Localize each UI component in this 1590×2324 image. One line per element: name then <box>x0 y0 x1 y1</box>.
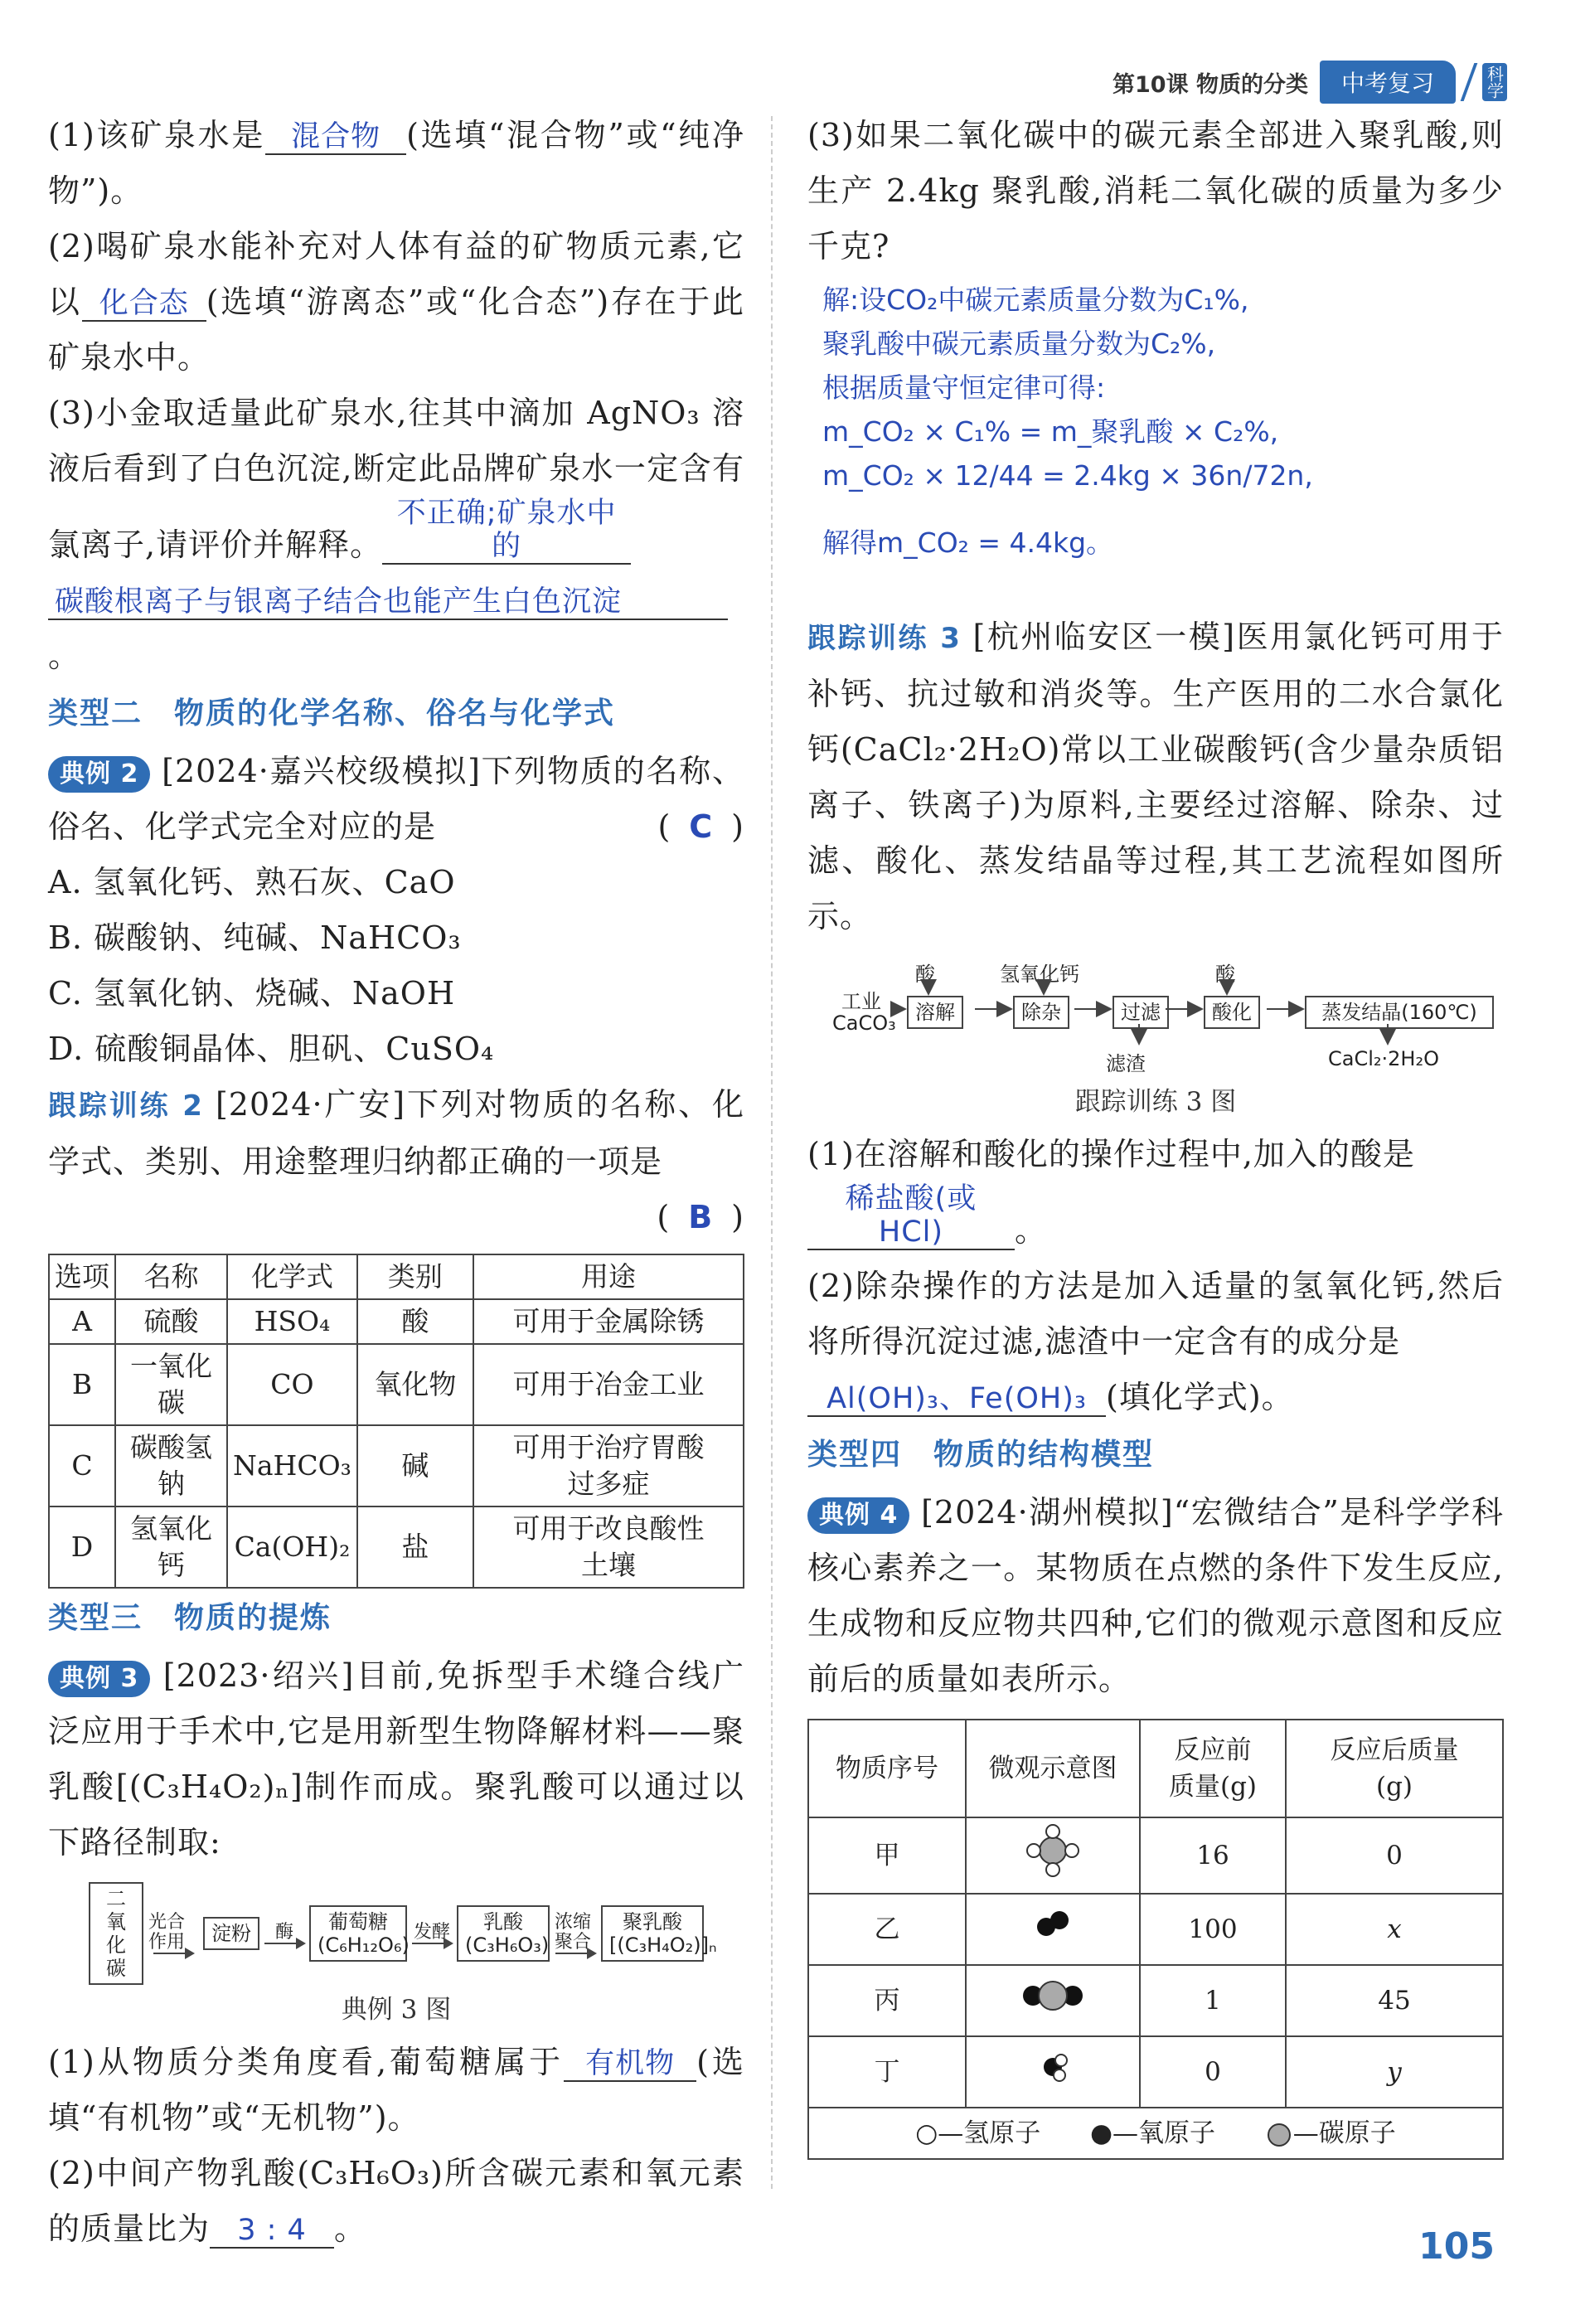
example-4: 典例 4 [2024·湖州模拟]“宏微结合”是科学学科核心素养之一。某物质在点燃的条件下发生反应,生成物和反应物共四种,它们的微观示意图和反应前后的质量如表所示。 <box>807 1494 1504 1697</box>
flow-input-label: 酸 <box>1215 963 1235 986</box>
section-heading-2: 类型二 物质的化学名称、俗名与化学式 <box>48 696 616 730</box>
flow-output-label: 滤渣 <box>1106 1052 1146 1075</box>
answer-blank[interactable]: 不正确;矿泉水中的 <box>382 497 631 565</box>
solution-line: 聚乳酸中碳元素质量分数为C₂%, <box>822 327 1216 360</box>
figure-caption: 典例 3 图 <box>341 1995 452 2025</box>
legend-carbon: —碳原子 <box>1292 2118 1396 2148</box>
molecule-diagram <box>966 2036 1140 2108</box>
section-heading-4: 类型四 物质的结构模型 <box>807 1438 1155 1472</box>
answer-blank[interactable]: 稀盐酸(或HCl) <box>807 1182 1015 1250</box>
answer-blank[interactable]: Al(OH)₃、Fe(OH)₃ <box>807 1382 1106 1417</box>
subject-tag: 科学 <box>1482 63 1507 101</box>
flow-box: 过滤 <box>1113 996 1169 1029</box>
table-row: B 一氧化碳 CO 氧化物 可用于冶金工业 <box>49 1344 744 1425</box>
flow-box: 酸化 <box>1204 996 1260 1029</box>
molecule-methane-icon <box>1020 1822 1086 1880</box>
page-number: 105 <box>1418 2225 1495 2268</box>
left-column <box>48 108 744 2257</box>
option-b: B. 碳酸钠、纯碱、NaHCO₃ <box>48 919 462 956</box>
example-3: 典例 3 [2023·绍兴]目前,免拆型手术缝合线广泛应用于手术中,它是用新型生物降解材料——聚乳酸[(C₃H₄O₂)ₙ]制作而成。聚乳酸可以通过以下路径制取: <box>48 1657 744 1861</box>
question-1: (1)该矿泉水是 混合物 (选填“混合物”或“纯净物”)。 <box>48 117 745 209</box>
question-3: (3)小金取适量此矿泉水,往其中滴加 AgNO₃ 溶液后看到了白色沉淀,断定此品牌矿泉水一定含有氯离子,请评价并解释。不正确;矿泉水中的 碳酸根离子与银离子结合也能产生白色沉淀。 <box>48 395 744 674</box>
synthesis-flow-diagram <box>48 1882 744 1985</box>
table-row: C 碳酸氢钠 NaHCO₃ 碱 可用于治疗胃酸过多症 <box>49 1425 744 1506</box>
lesson-title: 第10课 物质的分类 <box>1113 71 1308 98</box>
example-2: 典例 2 [2024·嘉兴校级模拟]下列物质的名称、俗名、化学式完全对应的是 ( C ) <box>48 753 744 845</box>
section-heading-3: 类型三 物质的提炼 <box>48 1601 332 1635</box>
answer-blank[interactable]: 混合物 <box>265 120 406 155</box>
answer-blank[interactable]: 有机物 <box>564 2047 696 2082</box>
legend-oxygen: ●—氧原子 <box>1090 2118 1216 2148</box>
process-flow-diagram <box>807 953 1504 1077</box>
tracking-3-q2: (2)除杂操作的方法是加入适量的氢氧化钙,然后将所得沉淀过滤,滤渣中一定含有的成分是 Al(OH)₃、Fe(OH)₃ (填化学式)。 <box>807 1268 1504 1415</box>
flow-input-label: 氢氧化钙 <box>1000 963 1079 986</box>
tracking-2-answer: ( B ) <box>657 1199 744 1235</box>
flow-arrow: 酶 <box>264 1923 304 1944</box>
tracking-3-q1: (1)在溶解和酸化的操作过程中,加入的酸是 稀盐酸(或HCl) 。 <box>807 1136 1415 1249</box>
solution-line: 根据质量守恒定律可得: <box>822 371 1106 404</box>
flow-box: 溶解 <box>907 996 963 1029</box>
molecule-diagram <box>966 1817 1140 1894</box>
molecule-oxygen-icon <box>1020 1904 1086 1945</box>
flow-product-label: CaCl₂·2H₂O <box>1328 1047 1439 1070</box>
review-tag: 中考复习 <box>1320 61 1456 104</box>
table-row: A 硫酸 HSO₄ 酸 可用于金属除锈 <box>49 1299 744 1344</box>
flow-box: 聚乳酸[(C₃H₄O₂)]ₙ <box>601 1905 704 1962</box>
molecule-diagram <box>966 1894 1140 1965</box>
header-divider <box>1461 63 1478 101</box>
table-legend-row <box>808 2108 1503 2159</box>
question-3-3: (3)如果二氧化碳中的碳元素全部进入聚乳酸,则生产 2.4kg 聚乳酸,消耗二氧化碳的质量为多少千克? <box>807 117 1504 264</box>
solution-line: m_CO₂ × C₁% = m_聚乳酸 × C₂%, <box>822 415 1279 448</box>
classification-table <box>48 1254 744 1589</box>
solution-line: 解得m_CO₂ = 4.4kg。 <box>822 526 1114 559</box>
right-column <box>807 108 1504 2160</box>
tracking-label: 跟踪训练 3 <box>807 622 961 655</box>
flow-arrow: 浓缩聚合 <box>555 1913 596 1954</box>
solution-block <box>807 278 1504 609</box>
example-badge: 典例 4 <box>807 1497 909 1534</box>
option-d: D. 硫酸铜晶体、胆矾、CuSO₄ <box>48 1031 495 1067</box>
example-badge: 典例 3 <box>48 1661 150 1697</box>
answer-blank[interactable]: 碳酸根离子与银离子结合也能产生白色沉淀 <box>48 585 728 620</box>
choice-answer: C <box>689 808 714 845</box>
flow-input-label: 酸 <box>915 963 935 986</box>
legend-hydrogen: ○—氢原子 <box>915 2118 1041 2148</box>
flow-box: 二氧化碳 <box>89 1882 143 1985</box>
flow-arrows <box>807 953 1504 1077</box>
column-divider <box>771 116 773 2189</box>
answer-blank[interactable]: 3 : 4 <box>210 2214 334 2249</box>
carbon-atom-icon <box>1265 2123 1293 2147</box>
table-row: 乙 100 x <box>808 1894 1503 1965</box>
table-row: 丙 1 45 <box>808 1965 1503 2036</box>
figure-caption: 跟踪训练 3 图 <box>1074 1087 1237 1117</box>
molecule-diagram <box>966 1965 1140 2036</box>
question-3-1: (1)从物质分类角度看,葡萄糖属于 有机物 (选填“有机物”或“无机物”)。 <box>48 2044 744 2136</box>
flow-box: 蒸发结晶(160℃) <box>1305 996 1494 1029</box>
table-row: 甲 16 0 <box>808 1817 1503 1894</box>
tracking-3: 跟踪训练 3 [杭州临安区一模]医用氯化钙可用于补钙、抗过敏和消炎等。生产医用的二水合氯化钙(CaCl₂·2H₂O)常以工业碳酸钙(含少量杂质铝离子、铁离子)为原料,主要经过溶解、除杂、过滤、酸化、蒸发结晶等过程,其工艺流程如图所示。 <box>807 619 1504 934</box>
flow-box: 除杂 <box>1013 996 1069 1029</box>
flow-box: 淀粉 <box>203 1917 259 1950</box>
molecule-water-icon <box>1020 2044 1086 2090</box>
flow-box: 乳酸(C₃H₆O₃) <box>457 1905 550 1962</box>
flow-arrow: 发酵 <box>413 1922 450 1943</box>
flow-start: 工业CaCO₃ <box>832 990 896 1035</box>
table-header-row: 物质序号 微观示意图 反应前质量(g) 反应后质量(g) <box>808 1720 1503 1817</box>
answer-blank[interactable]: 化合态 <box>82 287 206 322</box>
solution-line: 解:设CO₂中碳元素质量分数为C₁%, <box>822 284 1249 316</box>
table-header-row: 选项 名称 化学式 类别 用途 <box>49 1254 744 1299</box>
example-badge: 典例 2 <box>48 756 150 793</box>
option-c: C. 氢氧化钠、烧碱、NaOH <box>48 975 456 1012</box>
flow-box: 葡萄糖(C₆H₁₂O₆) <box>309 1905 407 1962</box>
option-a: A. 氢氧化钙、熟石灰、CaO <box>48 864 456 900</box>
page-header <box>1113 60 1507 104</box>
tracking-label: 跟踪训练 2 <box>48 1089 203 1123</box>
reaction-table <box>807 1719 1504 2160</box>
table-row: D 氢氧化钙 Ca(OH)₂ 盐 可用于改良酸性土壤 <box>49 1506 744 1588</box>
table-row: 丁 0 y <box>808 2036 1503 2108</box>
molecule-co2-icon <box>1011 1975 1094 2016</box>
question-3-2: (2)中间产物乳酸(C₃H₆O₃)所含碳元素和氧元素的质量比为 3 : 4 。 <box>48 2155 744 2247</box>
question-2: (2)喝矿泉水能补充对人体有益的矿物质元素,它以 化合态 (选填“游离态”或“化合态”)存在于此矿泉水中。 <box>48 228 744 376</box>
solution-line: m_CO₂ × 12/44 = 2.4kg × 36n/72n, <box>822 459 1313 492</box>
flow-arrow: 光合作用 <box>148 1913 198 1954</box>
tracking-2: 跟踪训练 2 [2024·广安]下列对物质的名称、化学式、类别、用途整理归纳都正确的一项是 <box>48 1086 744 1180</box>
